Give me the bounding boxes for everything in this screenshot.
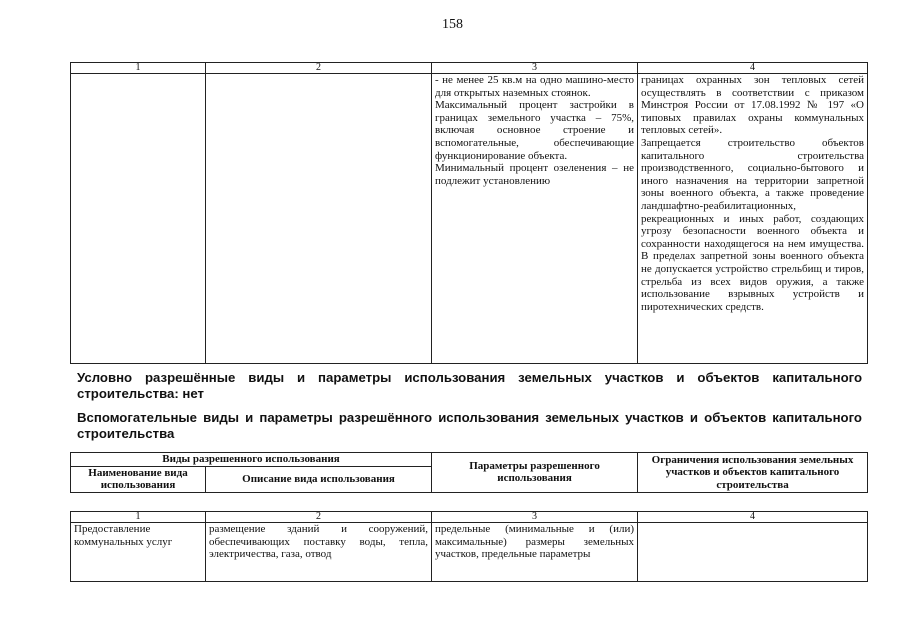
column-number: 2 [206,512,432,523]
table-row [71,74,868,364]
parameter-paragraph: Минимальный процент озеленения – не подлежит установлению [435,162,634,187]
continued-table [70,62,868,364]
empty-cell [71,74,206,364]
restriction-paragraph: Запрещается строительство объектов капитального строительства производственного, социально-бытового и иного назначения на территории запретной зоны военного объекта, а также проведение ландшафтно-реабилитационных, рекреационных и иных работ, создающих угрозу безопасности военного объекта и сохранности находящегося на нем имущества. В пределах запретной зоны военного объекта не допускается устройство стрельбищ и тиров, стрельба из всех видов оружия, а также использование взрывных устройств и пиротехнических средств. [641,136,864,313]
use-name-cell [71,523,206,582]
use-description: размещение зданий и сооружений, обеспечивающих поставку воды, тепла, электричества, газа, отвод [209,523,428,561]
auxiliary-uses-header-table [70,452,868,493]
parameters-cell [432,74,638,364]
page-number: 158 [442,17,463,32]
use-restrictions [641,523,864,581]
column-number: 1 [71,512,206,523]
group-header: Виды разрешенного использования [71,453,432,467]
auxiliary-uses-table [70,511,868,582]
use-name: Предоставление коммунальных услуг [74,523,173,548]
column-number: 3 [432,63,638,74]
table-row [71,523,868,582]
use-description-cell [206,523,432,582]
use-name-header: Наименование вида использования [71,466,206,492]
empty-cell [206,74,432,364]
restrictions-cell [638,523,868,582]
restriction-paragraph: границах охранных зон тепловых сетей осуществлять в соответствии с приказом Минстроя России от 17.08.1992 № 197 «О типовых правилах охраны коммунальных тепловых сетей». [641,74,864,137]
column-number: 3 [432,512,638,523]
column-number: 1 [71,63,206,74]
parameter-paragraph: - не менее 25 кв.м на одно машино-место для открытых наземных стоянок. [435,74,634,99]
auxiliary-uses-heading: Вспомогательные виды и параметры разрешённого использования земельных участков и объектов капитального строительства [77,410,862,441]
parameter-paragraph: Максимальный процент застройки в границах земельного участка – 75%, включая основное строение и вспомогательные, обеспечивающие функционирование объекта. [435,99,634,162]
column-number: 2 [206,63,432,74]
restrictions-header: Ограничения использования земельных участков и объектов капитального строительства [638,453,868,493]
use-parameters: предельные (минимальные и (или) максимальные) размеры земельных участков, предельные параметры [435,523,634,561]
conditional-uses-heading: Условно разрешённые виды и параметры использования земельных участков и объектов капитального строительства: нет [77,370,862,401]
use-description-header: Описание вида использования [206,466,432,492]
parameters-header: Параметры разрешенного использования [432,453,638,493]
column-number-row [71,512,868,523]
column-number: 4 [638,512,868,523]
parameters-cell [432,523,638,582]
restrictions-cell [638,74,868,364]
column-number-row [71,63,868,74]
column-number: 4 [638,63,868,74]
